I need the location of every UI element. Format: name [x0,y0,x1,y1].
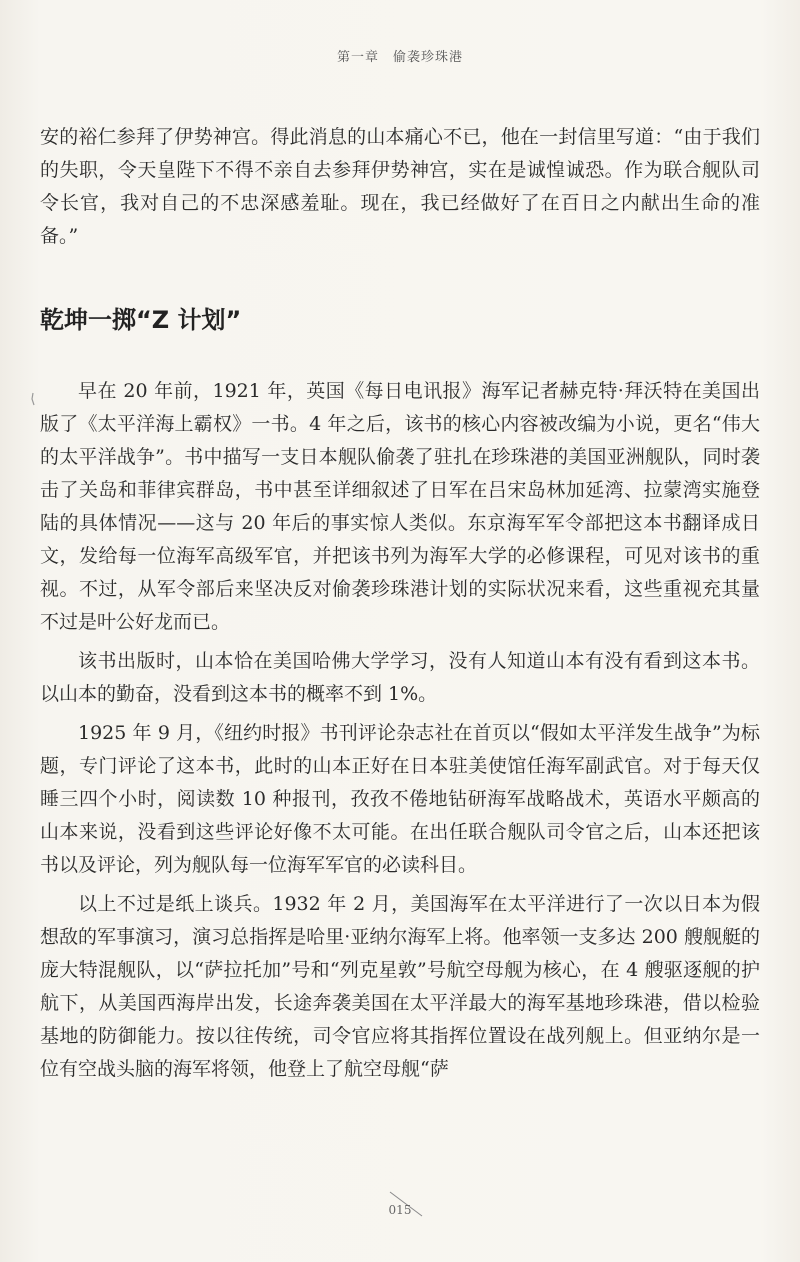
paragraph-4: 以上不过是纸上谈兵。1932 年 2 月，美国海军在太平洋进行了一次以日本为假想敌的军事演习，演习总指挥是哈里·亚纳尔海军上将。他率领一支多达 200 艘舰艇的庞大特混舰队，以“萨拉托加”号和“列克星敦”号航空母舰为核心，在 4 艘驱逐舰的护航下，从美国西海岸出发，长途奔袭美国在太平洋最大的海军基地珍珠港，借以检验基地的防御能力。按以往传统，司令官应将其指挥位置设在战列舰上。但亚纳尔是一位有空战头脑的海军将领，他登上了航空母舰“萨 [40,893,760,1080]
page-number: 015 [388,1203,412,1217]
paragraph-3: 1925 年 9 月，《纽约时报》书刊评论杂志社在首页以“假如太平洋发生战争”为标题，专门评论了这本书，此时的山本正好在日本驻美使馆任海军副武官。对于每天仅睡三四个小时，阅读数 10 种报刊，孜孜不倦地钻研海军战略战术，英语水平颇高的山本来说，没看到这些评论好像不太可能。在出任联合舰队司令官之后，山本还把该书以及评论，列为舰队每一位海军军官的必读科目。 [40,722,760,876]
paragraph-2: 该书出版时，山本恰在美国哈佛大学学习，没有人知道山本有没有看到这本书。以山本的勤奋，没看到这本书的概率不到 1%。 [40,650,760,705]
paragraph-1: 早在 20 年前，1921 年，英国《每日电讯报》海军记者赫克特·拜沃特在美国出版了《太平洋海上霸权》一书。4 年之后，该书的核心内容被改编为小说，更名“伟大的太平洋战争”。书中描写一支日本舰队偷袭了驻扎在珍珠港的美国亚洲舰队，同时袭击了关岛和菲律宾群岛，书中甚至详细叙述了日军在吕宋岛林加延湾、拉蒙湾实施登陆的具体情况——这与 20 年后的事实惊人类似。东京海军军令部把这本书翻译成日文，发给每一位海军高级军官，并把该书列为海军大学的必修课程，可见对该书的重视。不过，从军令部后来坚决反对偷袭珍珠港计划的实际状况来看，这些重视充其量不过是叶公好龙而已。 [40,380,760,633]
intro-text [40,121,760,253]
running-head: 第一章 偷袭珍珠港 [336,50,463,65]
section-body [40,375,760,1086]
intro-paragraph: 安的裕仁参拜了伊势神宫。得此消息的山本痛心不已，他在一封信里写道：“由于我们的失职，令天皇陛下不得不亲自去参拜伊势神宫，实在是诚惶诚恐。作为联合舰队司令长官，我对自己的不忠深感羞耻。现在，我已经做好了在百日之内献出生命的准备。” [40,126,760,247]
margin-mark-icon [30,392,36,406]
section-heading: 乾坤一掷“Z 计划” [40,306,242,334]
